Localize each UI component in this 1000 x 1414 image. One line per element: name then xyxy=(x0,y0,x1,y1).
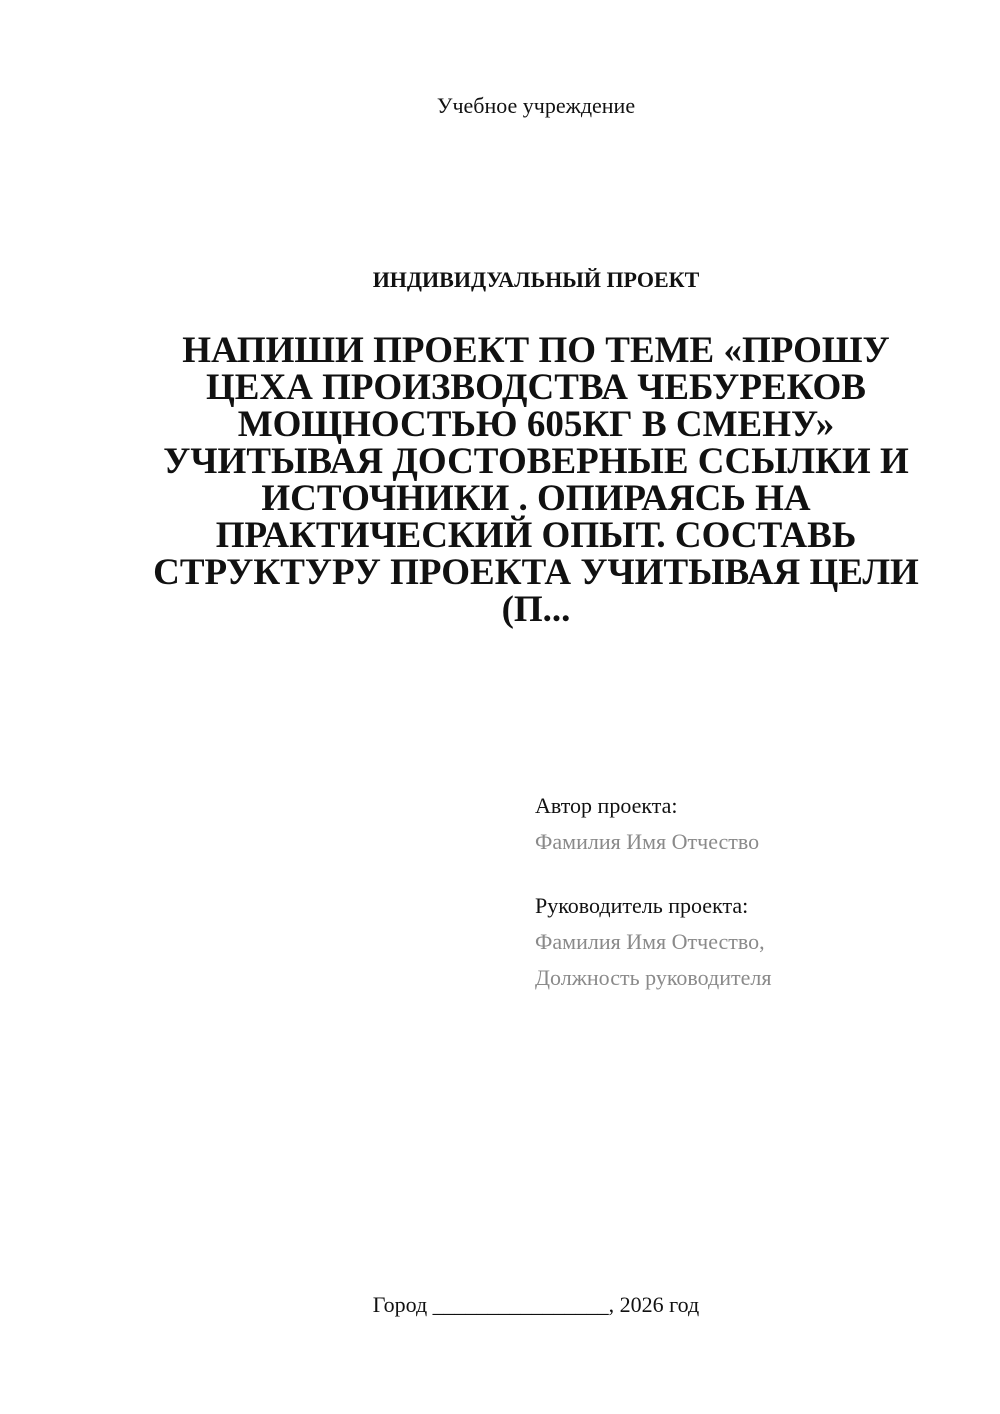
supervisor-name: Фамилия Имя Отчество, xyxy=(535,929,765,954)
author-label: Автор проекта: xyxy=(535,793,678,818)
author-name: Фамилия Имя Отчество xyxy=(535,829,760,854)
author-gap xyxy=(535,860,955,888)
city-year-line: Город ________________, 2026 год xyxy=(372,1292,700,1317)
supervisor-label: Руководитель проекта: xyxy=(535,893,749,918)
project-type-heading: ИНДИВИДУАЛЬНЫЙ ПРОЕКТ xyxy=(372,267,700,292)
project-title: НАПИШИ ПРОЕКТ ПО ТЕМЕ «ПРОШУ ЦЕХА ПРОИЗВОДСТВА ЧЕБУРЕКОВ МОЩНОСТЬЮ 605КГ В СМЕНУ» УЧИТЫВАЯ ДОСТОВЕРНЫЕ ССЫЛКИ И ИСТОЧНИКИ . ОПИРАЯСЬ НА ПРАКТИЧЕСКИЙ ОПЫТ. СОСТАВЬ СТРУКТУРУ ПРОЕКТА УЧИТЫВАЯ ЦЕЛИ (П... xyxy=(153,330,919,630)
author-block xyxy=(535,788,955,996)
supervisor-position: Должность руководителя xyxy=(535,965,772,990)
institution-name: Учебное учреждение xyxy=(436,93,636,118)
